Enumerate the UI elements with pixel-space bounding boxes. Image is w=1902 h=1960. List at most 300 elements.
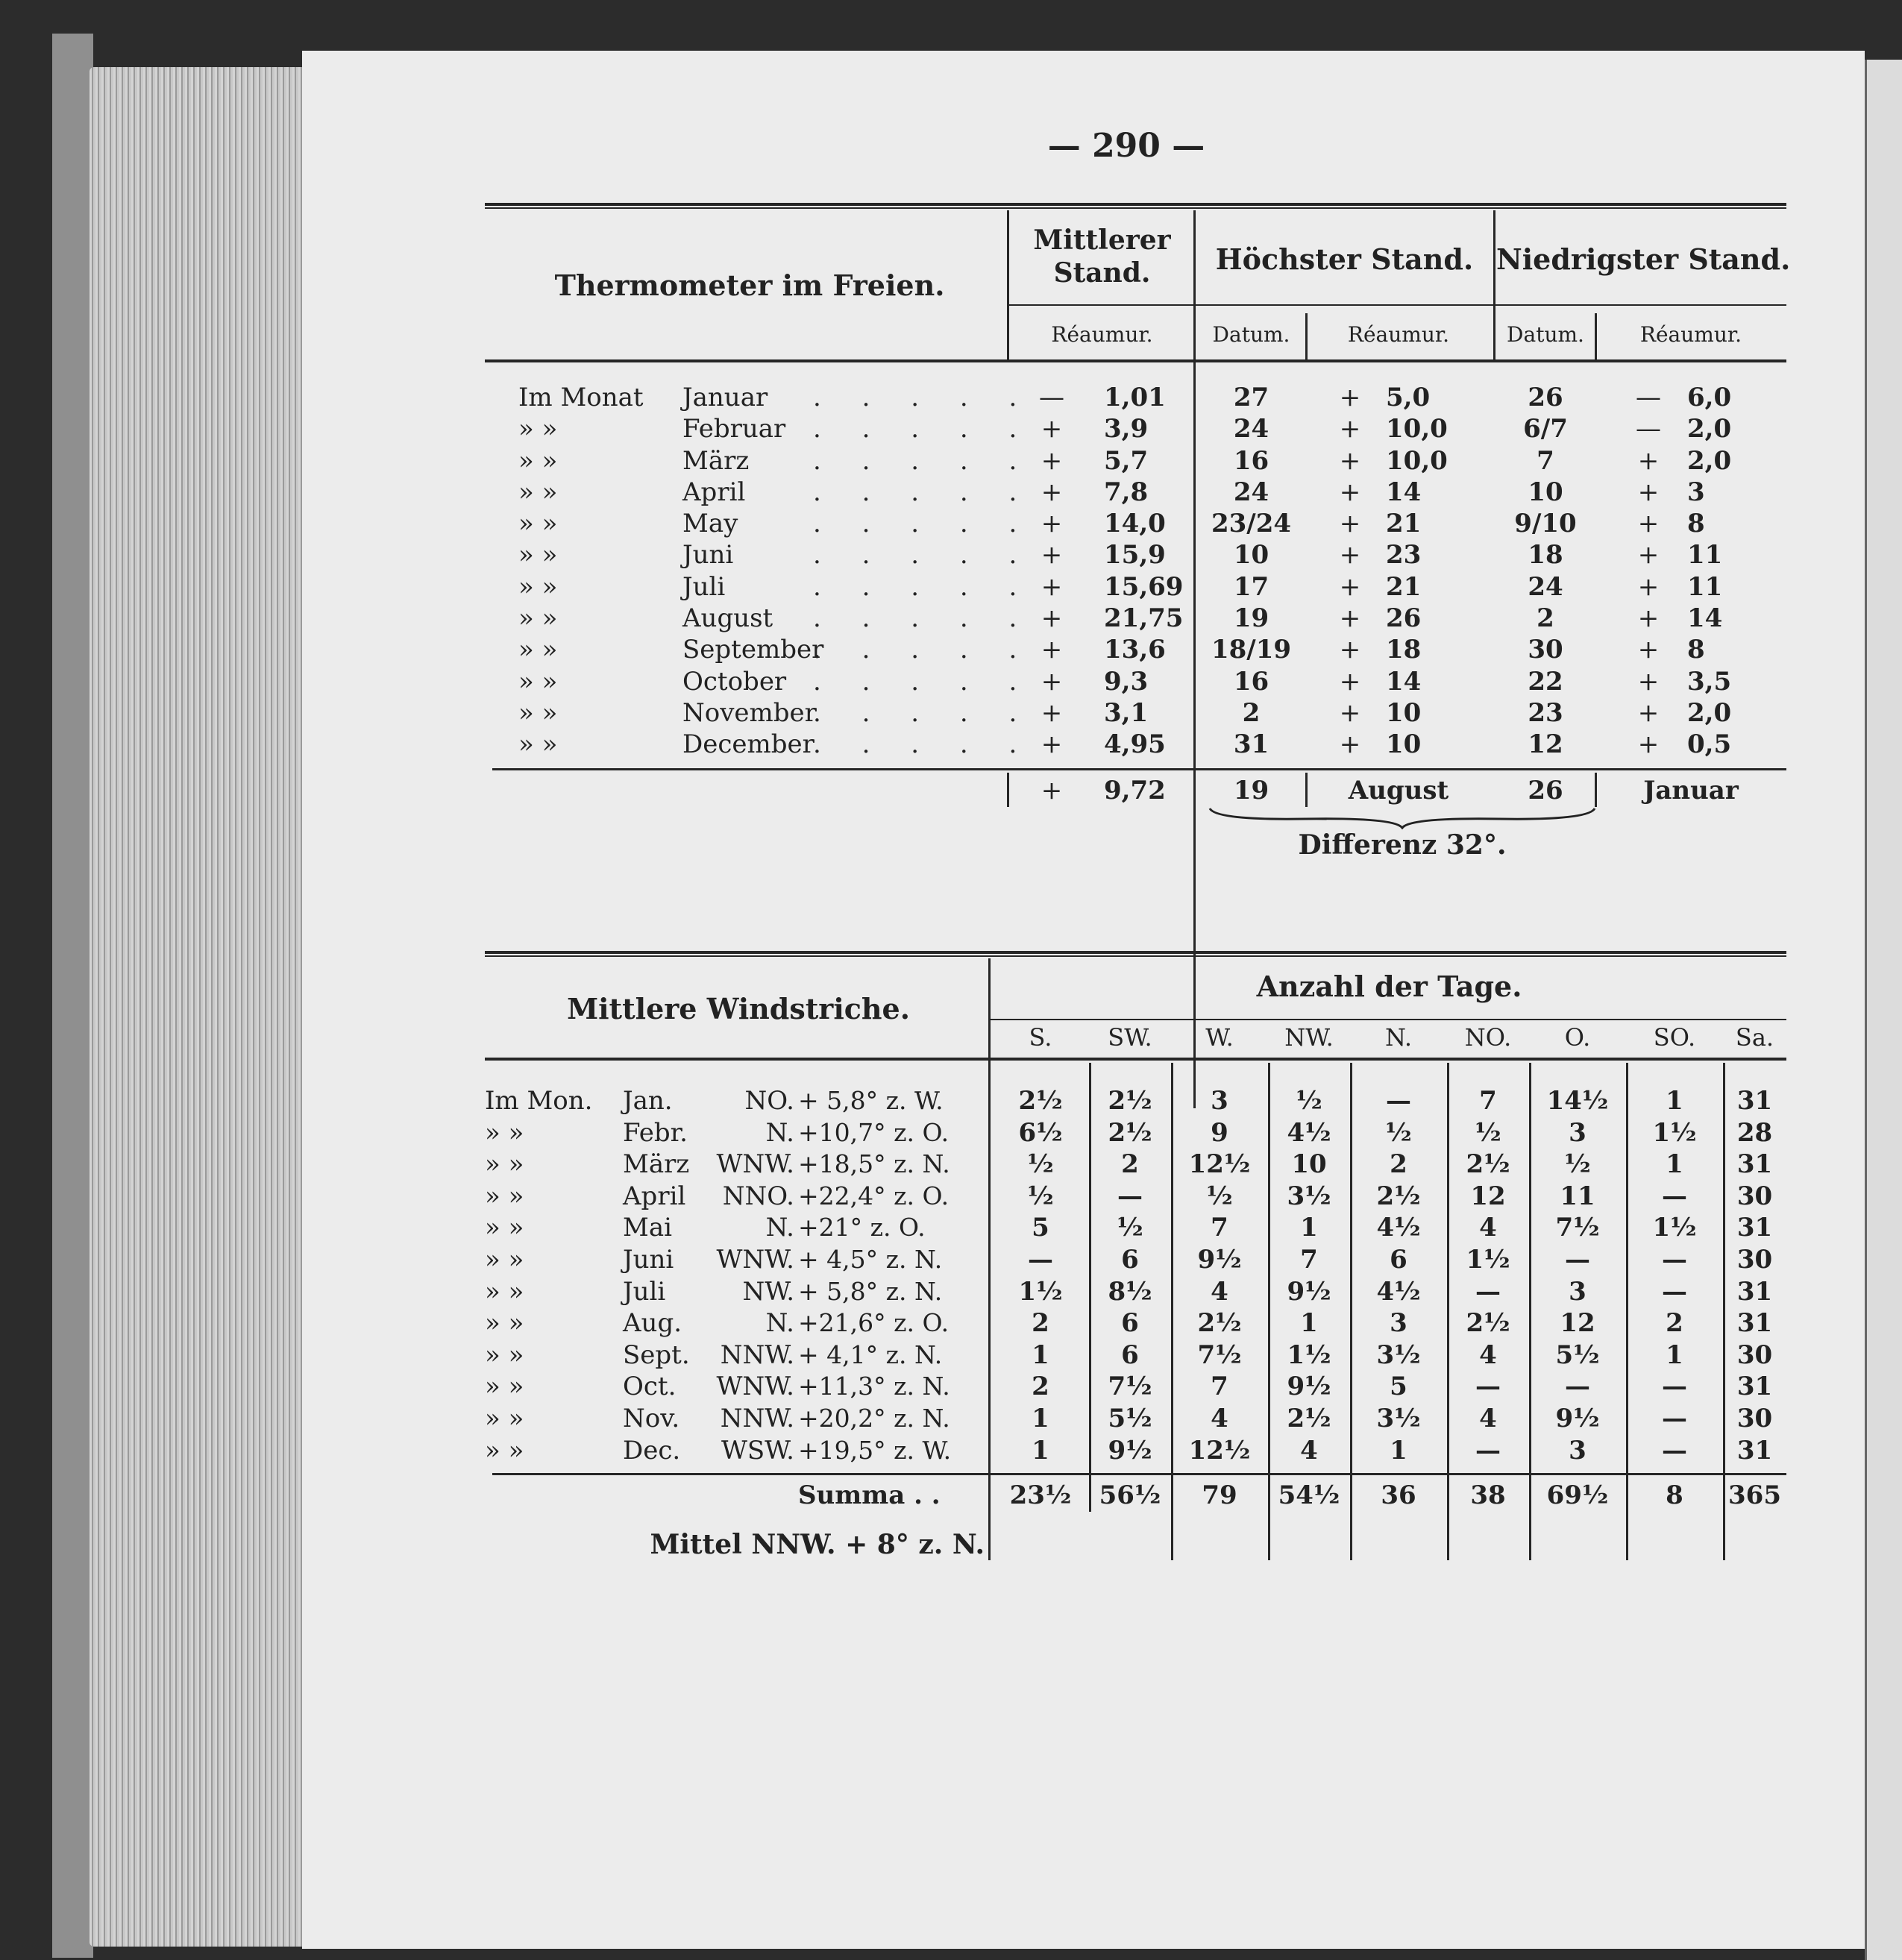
high-date: 2 bbox=[1242, 697, 1261, 728]
sub-reaumur: Réaumur. bbox=[1051, 322, 1153, 347]
day-count: 4½ bbox=[1287, 1117, 1331, 1148]
sign: + bbox=[1041, 540, 1063, 571]
day-count: 5½ bbox=[1555, 1339, 1600, 1370]
low-date: 12 bbox=[1528, 729, 1563, 760]
low-value: 6,0 bbox=[1687, 383, 1732, 412]
col-divider bbox=[1529, 1478, 1531, 1560]
summary-high-date: 19 bbox=[1233, 776, 1269, 805]
day-count: 1 bbox=[1032, 1339, 1049, 1370]
wind-direction: N. bbox=[765, 1117, 794, 1148]
sign: + bbox=[1339, 571, 1361, 602]
summa-so: 8 bbox=[1666, 1480, 1683, 1510]
day-count: 3 bbox=[1211, 1086, 1228, 1116]
col-mean-sign bbox=[1033, 382, 1070, 761]
leader-dots: . . . . . bbox=[813, 414, 1034, 445]
day-count: 1½ bbox=[1652, 1213, 1697, 1243]
row-prefix: » » bbox=[518, 666, 558, 697]
col-days-sa bbox=[1723, 1085, 1786, 1466]
day-count: 6 bbox=[1390, 1244, 1407, 1275]
day-total: 30 bbox=[1736, 1181, 1773, 1211]
day-count: 3½ bbox=[1376, 1339, 1421, 1370]
day-count: 7 bbox=[1211, 1213, 1228, 1243]
mean-value: 15,9 bbox=[1104, 540, 1166, 571]
rule-top bbox=[485, 951, 1786, 954]
high-date: 23/24 bbox=[1211, 509, 1292, 539]
sign: + bbox=[1339, 697, 1361, 728]
month-name: März bbox=[623, 1149, 690, 1180]
sign: + bbox=[1339, 445, 1361, 476]
day-count: 3 bbox=[1390, 1308, 1407, 1339]
mean-value: 21,75 bbox=[1104, 603, 1184, 634]
sign: + bbox=[1637, 509, 1660, 539]
col-header-o: O. bbox=[1564, 1023, 1591, 1052]
day-count: 6 bbox=[1121, 1244, 1139, 1275]
low-value: 11 bbox=[1687, 571, 1723, 602]
col-high-date bbox=[1197, 382, 1305, 761]
mittel-label: Mittel NNW. + 8° z. N. bbox=[650, 1529, 985, 1560]
summary-sign: + bbox=[1041, 776, 1063, 805]
wind-temperature: +18,5° z. N. bbox=[798, 1149, 950, 1179]
sign: + bbox=[1637, 697, 1660, 728]
day-count: 12 bbox=[1560, 1308, 1595, 1339]
day-count: 2 bbox=[1390, 1149, 1407, 1180]
day-count: 3½ bbox=[1287, 1181, 1331, 1211]
col-days-so bbox=[1626, 1085, 1723, 1466]
low-value: 2,0 bbox=[1687, 414, 1732, 445]
high-value: 14 bbox=[1386, 666, 1422, 697]
leader-dots: . . . . . bbox=[813, 697, 1034, 728]
sign: + bbox=[1339, 603, 1361, 634]
month-name: Januar bbox=[682, 383, 768, 412]
day-count: 1½ bbox=[1652, 1117, 1697, 1148]
page-number: — 290 — bbox=[1047, 127, 1205, 165]
high-date: 16 bbox=[1233, 666, 1269, 697]
col-divider bbox=[1193, 210, 1196, 359]
day-count: 2½ bbox=[1018, 1086, 1063, 1116]
low-value: 8 bbox=[1687, 509, 1705, 539]
sub-reaumur: Réaumur. bbox=[1639, 322, 1742, 347]
wind-temperature: + 4,1° z. N. bbox=[798, 1339, 943, 1369]
sign: + bbox=[1637, 729, 1660, 760]
col-low-value bbox=[1687, 382, 1777, 761]
wind-temperature: +19,5° z. W. bbox=[798, 1435, 952, 1465]
mean-value: 3,9 bbox=[1104, 414, 1149, 445]
day-count: 9½ bbox=[1287, 1276, 1331, 1307]
low-date: 7 bbox=[1537, 445, 1554, 476]
day-count: 9½ bbox=[1197, 1244, 1242, 1275]
day-total: 30 bbox=[1736, 1244, 1773, 1275]
day-count: 2½ bbox=[1287, 1403, 1331, 1433]
sub-reaumur: Réaumur. bbox=[1347, 322, 1450, 347]
wind-title: Mittlere Windstriche. bbox=[567, 992, 910, 1025]
day-total: 31 bbox=[1736, 1435, 1773, 1466]
wind-temperature: + 4,5° z. N. bbox=[798, 1244, 943, 1274]
low-value: 2,0 bbox=[1687, 697, 1732, 728]
col-divider bbox=[1171, 1478, 1173, 1560]
leader-dots: . . . . . bbox=[813, 383, 1034, 412]
sign: + bbox=[1041, 635, 1063, 665]
wind-direction: NO. bbox=[744, 1086, 794, 1116]
row-prefix: » » bbox=[485, 1339, 524, 1370]
high-value: 10,0 bbox=[1386, 445, 1448, 476]
low-date: 23 bbox=[1528, 697, 1563, 728]
sign: + bbox=[1041, 477, 1063, 507]
col-low-date bbox=[1496, 382, 1595, 761]
rule-top-thin bbox=[485, 955, 1786, 957]
col-direction bbox=[709, 1085, 794, 1466]
day-count: 6 bbox=[1121, 1308, 1139, 1339]
row-prefix: » » bbox=[518, 509, 558, 539]
day-count: ½ bbox=[1475, 1117, 1501, 1148]
col-prefix bbox=[518, 382, 668, 761]
col-days-s bbox=[992, 1085, 1089, 1466]
day-count: — bbox=[1565, 1372, 1590, 1402]
col-temperature bbox=[798, 1085, 985, 1466]
day-count: 14½ bbox=[1546, 1086, 1609, 1116]
month-name: Juni bbox=[682, 540, 734, 571]
book-cover-edge bbox=[52, 34, 93, 1958]
low-date: 9/10 bbox=[1514, 509, 1577, 539]
wind-temperature: +11,3° z. N. bbox=[798, 1372, 950, 1401]
leader-dots: . . . . . bbox=[813, 445, 1034, 476]
row-prefix: » » bbox=[518, 414, 558, 445]
wind-temperature: +21,6° z. O. bbox=[798, 1308, 950, 1338]
summary-low-month: Januar bbox=[1643, 776, 1739, 805]
day-total: 28 bbox=[1736, 1117, 1773, 1148]
day-total: 30 bbox=[1736, 1403, 1773, 1433]
sign: + bbox=[1041, 571, 1063, 602]
high-date: 27 bbox=[1233, 383, 1269, 412]
summa-o: 69½ bbox=[1546, 1480, 1609, 1510]
sign: + bbox=[1339, 509, 1361, 539]
col-divider bbox=[1089, 1478, 1091, 1512]
day-count: 3 bbox=[1569, 1435, 1586, 1466]
day-count: — bbox=[1475, 1435, 1501, 1466]
col-divider bbox=[988, 1063, 991, 1480]
row-prefix: » » bbox=[485, 1308, 524, 1339]
day-count: 2 bbox=[1032, 1372, 1049, 1402]
col-high-value bbox=[1386, 382, 1490, 761]
row-prefix: » » bbox=[518, 603, 558, 634]
day-count: 12½ bbox=[1188, 1435, 1251, 1466]
month-name: Mai bbox=[623, 1213, 672, 1243]
col-low-header: Niedrigster Stand. bbox=[1496, 242, 1791, 276]
high-date: 16 bbox=[1233, 445, 1269, 476]
day-count: 1 bbox=[1032, 1403, 1049, 1433]
days-header: Anzahl der Tage. bbox=[1256, 970, 1522, 1003]
low-value: 2,0 bbox=[1687, 445, 1732, 476]
sign: + bbox=[1637, 477, 1660, 507]
col-divider bbox=[1305, 773, 1308, 807]
difference-label: Differenz 32°. bbox=[1298, 829, 1507, 861]
day-count: 1½ bbox=[1466, 1244, 1510, 1275]
high-date: 10 bbox=[1233, 540, 1269, 571]
col-divider bbox=[988, 958, 991, 1063]
sign: + bbox=[1339, 540, 1361, 571]
leader-dots: . . . . . bbox=[813, 729, 1034, 760]
day-count: ½ bbox=[1206, 1181, 1233, 1211]
high-value: 21 bbox=[1386, 571, 1422, 602]
leader-dots: . . . . . bbox=[813, 477, 1034, 507]
day-count: 4 bbox=[1479, 1339, 1497, 1370]
high-value: 5,0 bbox=[1386, 383, 1431, 412]
low-date: 18 bbox=[1528, 540, 1563, 571]
day-count: 7½ bbox=[1108, 1372, 1152, 1402]
col-divider bbox=[1268, 1478, 1270, 1560]
sign: + bbox=[1041, 603, 1063, 634]
day-total: 31 bbox=[1736, 1213, 1773, 1243]
day-count: 9½ bbox=[1555, 1403, 1600, 1433]
summary-low-date: 26 bbox=[1528, 776, 1563, 805]
rule-header-bottom bbox=[485, 1058, 1786, 1061]
month-name: Oct. bbox=[623, 1372, 677, 1402]
col-days-n bbox=[1350, 1085, 1447, 1466]
wind-direction: WNW. bbox=[716, 1244, 794, 1275]
low-date: 10 bbox=[1528, 477, 1563, 507]
sign: + bbox=[1637, 603, 1660, 634]
col-month bbox=[623, 1085, 712, 1466]
sign: + bbox=[1041, 697, 1063, 728]
col-divider bbox=[988, 1478, 991, 1560]
day-count: 7½ bbox=[1555, 1213, 1600, 1243]
col-header-s: S. bbox=[1029, 1023, 1052, 1052]
high-date: 19 bbox=[1233, 603, 1269, 634]
summa-sa: 365 bbox=[1728, 1480, 1781, 1510]
month-name: Jan. bbox=[623, 1086, 673, 1116]
sign: + bbox=[1637, 540, 1660, 571]
mean-value: 14,0 bbox=[1104, 509, 1166, 539]
low-date: 26 bbox=[1528, 383, 1563, 412]
row-prefix: » » bbox=[485, 1117, 524, 1148]
low-date: 2 bbox=[1537, 603, 1554, 634]
day-count: 1½ bbox=[1018, 1276, 1063, 1307]
summa-nw: 54½ bbox=[1278, 1480, 1340, 1510]
sign: + bbox=[1339, 729, 1361, 760]
col-days-sw bbox=[1089, 1085, 1171, 1466]
day-count: 1 bbox=[1666, 1149, 1683, 1180]
rule-summary bbox=[492, 768, 1786, 770]
low-value: 14 bbox=[1687, 603, 1723, 634]
month-name: Dec. bbox=[623, 1435, 681, 1466]
col-days-no bbox=[1447, 1085, 1529, 1466]
month-name: Juni bbox=[623, 1244, 674, 1275]
day-count: 6½ bbox=[1018, 1117, 1063, 1148]
sign: + bbox=[1339, 635, 1361, 665]
leader-dots: . . . . . bbox=[813, 666, 1034, 697]
high-date: 18/19 bbox=[1211, 635, 1292, 665]
row-prefix: » » bbox=[485, 1213, 524, 1243]
brace-icon bbox=[1208, 807, 1596, 829]
wind-temperature: +10,7° z. O. bbox=[798, 1117, 950, 1147]
day-count: 2 bbox=[1032, 1308, 1049, 1339]
month-name: October bbox=[682, 666, 787, 697]
day-count: 2½ bbox=[1108, 1117, 1152, 1148]
low-date: 6/7 bbox=[1523, 414, 1568, 445]
day-count: — bbox=[1662, 1403, 1687, 1433]
low-value: 3 bbox=[1687, 477, 1705, 507]
row-prefix: Im Monat bbox=[518, 383, 644, 412]
row-prefix: » » bbox=[485, 1149, 524, 1180]
day-count: — bbox=[1028, 1244, 1053, 1275]
summary-mean: 9,72 bbox=[1104, 776, 1166, 805]
col-header-nw: NW. bbox=[1284, 1023, 1334, 1052]
day-count: ½ bbox=[1385, 1117, 1412, 1148]
mean-value: 15,69 bbox=[1104, 571, 1184, 602]
day-count: — bbox=[1386, 1086, 1411, 1116]
high-value: 26 bbox=[1386, 603, 1422, 634]
day-count: 5 bbox=[1032, 1213, 1049, 1243]
day-count: 7½ bbox=[1197, 1339, 1242, 1370]
wind-temperature: + 5,8° z. N. bbox=[798, 1276, 943, 1306]
col-mean-value bbox=[1104, 382, 1190, 761]
month-name: August bbox=[682, 603, 773, 634]
day-count: 1½ bbox=[1287, 1339, 1331, 1370]
sign: — bbox=[1039, 383, 1064, 412]
row-prefix: » » bbox=[518, 635, 558, 665]
sign: — bbox=[1636, 383, 1661, 412]
row-prefix: » » bbox=[518, 729, 558, 760]
day-count: 4½ bbox=[1376, 1213, 1421, 1243]
high-value: 23 bbox=[1386, 540, 1422, 571]
sign: + bbox=[1041, 445, 1063, 476]
month-name: Febr. bbox=[623, 1117, 688, 1148]
day-count: 10 bbox=[1291, 1149, 1327, 1180]
col-header-no: NO. bbox=[1464, 1023, 1512, 1052]
wind-direction: NNW. bbox=[720, 1403, 794, 1433]
wind-direction: NNO. bbox=[722, 1181, 794, 1211]
wind-temperature: +21° z. O. bbox=[798, 1213, 926, 1243]
day-count: 1 bbox=[1032, 1435, 1049, 1466]
col-divider bbox=[1493, 210, 1495, 359]
day-count: 7 bbox=[1211, 1372, 1228, 1402]
mean-value: 7,8 bbox=[1104, 477, 1149, 507]
wind-direction: WNW. bbox=[716, 1149, 794, 1180]
sign: + bbox=[1637, 666, 1660, 697]
mean-value: 13,6 bbox=[1104, 635, 1166, 665]
summary-high-month: August bbox=[1348, 776, 1449, 805]
row-prefix: » » bbox=[518, 445, 558, 476]
row-prefix: » » bbox=[518, 571, 558, 602]
month-name: März bbox=[682, 445, 750, 476]
high-date: 24 bbox=[1233, 414, 1269, 445]
mean-value: 5,7 bbox=[1104, 445, 1149, 476]
rule-summa bbox=[492, 1473, 1786, 1475]
col-divider bbox=[1007, 210, 1009, 359]
leader-dots: . . . . . bbox=[813, 571, 1034, 602]
low-value: 0,5 bbox=[1687, 729, 1732, 760]
sign: + bbox=[1637, 635, 1660, 665]
row-prefix: » » bbox=[518, 697, 558, 728]
day-count: 4 bbox=[1479, 1403, 1497, 1433]
col-divider bbox=[1626, 1478, 1628, 1560]
summa-label: Summa . . bbox=[798, 1480, 941, 1510]
month-name: April bbox=[623, 1181, 686, 1211]
day-total: 31 bbox=[1736, 1372, 1773, 1402]
leader-dots: . . . . . bbox=[813, 509, 1034, 539]
row-prefix: » » bbox=[518, 477, 558, 507]
day-count: 9 bbox=[1211, 1117, 1228, 1148]
low-value: 8 bbox=[1687, 635, 1705, 665]
wind-direction: N. bbox=[765, 1213, 794, 1243]
wind-direction: WNW. bbox=[716, 1372, 794, 1402]
day-count: — bbox=[1662, 1181, 1687, 1211]
summa-w: 79 bbox=[1202, 1480, 1237, 1510]
sign: + bbox=[1339, 477, 1361, 507]
day-count: 2½ bbox=[1466, 1308, 1510, 1339]
row-prefix: » » bbox=[485, 1181, 524, 1211]
day-count: ½ bbox=[1027, 1181, 1054, 1211]
day-total: 31 bbox=[1736, 1149, 1773, 1180]
high-date: 24 bbox=[1233, 477, 1269, 507]
month-name: December bbox=[682, 729, 815, 760]
day-count: 1 bbox=[1666, 1339, 1683, 1370]
col-divider bbox=[1007, 773, 1009, 807]
summa-no: 38 bbox=[1470, 1480, 1506, 1510]
col-high-header: Höchster Stand. bbox=[1215, 242, 1474, 276]
day-count: 2½ bbox=[1197, 1308, 1242, 1339]
day-count: 3 bbox=[1569, 1276, 1586, 1307]
day-total: 31 bbox=[1736, 1308, 1773, 1339]
rule-header-bottom bbox=[485, 359, 1786, 362]
high-value: 10 bbox=[1386, 729, 1422, 760]
day-count: 1 bbox=[1300, 1308, 1318, 1339]
month-name: Februar bbox=[682, 414, 786, 445]
summa-sw: 56½ bbox=[1099, 1480, 1161, 1510]
rule-top-thin bbox=[485, 207, 1786, 209]
low-value: 3,5 bbox=[1687, 666, 1732, 697]
day-count: 6 bbox=[1121, 1339, 1139, 1370]
sign: — bbox=[1636, 414, 1661, 445]
month-name: Juli bbox=[623, 1276, 666, 1307]
row-prefix: » » bbox=[485, 1435, 524, 1466]
day-count: 3½ bbox=[1376, 1403, 1421, 1433]
sign: + bbox=[1339, 666, 1361, 697]
day-count: — bbox=[1475, 1276, 1501, 1307]
wind-direction: WSW. bbox=[721, 1435, 794, 1466]
high-value: 10,0 bbox=[1386, 414, 1448, 445]
col-header-sw: SW. bbox=[1108, 1023, 1152, 1052]
col-header-sa: Sa. bbox=[1735, 1023, 1774, 1052]
day-count: 2½ bbox=[1108, 1086, 1152, 1116]
day-count: 2 bbox=[1121, 1149, 1139, 1180]
day-count: 1 bbox=[1666, 1086, 1683, 1116]
col-header-w: W. bbox=[1205, 1023, 1234, 1052]
day-total: 31 bbox=[1736, 1276, 1773, 1307]
mean-value: 1,01 bbox=[1104, 383, 1166, 412]
wind-direction: NW. bbox=[742, 1276, 794, 1307]
day-total: 30 bbox=[1736, 1339, 1773, 1370]
day-count: — bbox=[1475, 1372, 1501, 1402]
month-name: Aug. bbox=[623, 1308, 682, 1339]
summa-n: 36 bbox=[1381, 1480, 1416, 1510]
sub-datum: Datum. bbox=[1212, 322, 1290, 347]
day-count: 2½ bbox=[1466, 1149, 1510, 1180]
day-count: 3 bbox=[1569, 1117, 1586, 1148]
leader-dots: . . . . . bbox=[813, 540, 1034, 571]
day-count: 5 bbox=[1390, 1372, 1407, 1402]
sub-datum: Datum. bbox=[1507, 322, 1584, 347]
col-divider bbox=[1305, 313, 1308, 359]
day-total: 31 bbox=[1736, 1086, 1773, 1116]
day-count: 9½ bbox=[1287, 1372, 1331, 1402]
row-prefix: » » bbox=[485, 1244, 524, 1275]
col-divider bbox=[1723, 1478, 1725, 1560]
rule-sub bbox=[991, 1019, 1786, 1020]
sign: + bbox=[1041, 729, 1063, 760]
sign: + bbox=[1637, 445, 1660, 476]
col-days-w bbox=[1171, 1085, 1268, 1466]
mean-value: 3,1 bbox=[1104, 697, 1149, 728]
